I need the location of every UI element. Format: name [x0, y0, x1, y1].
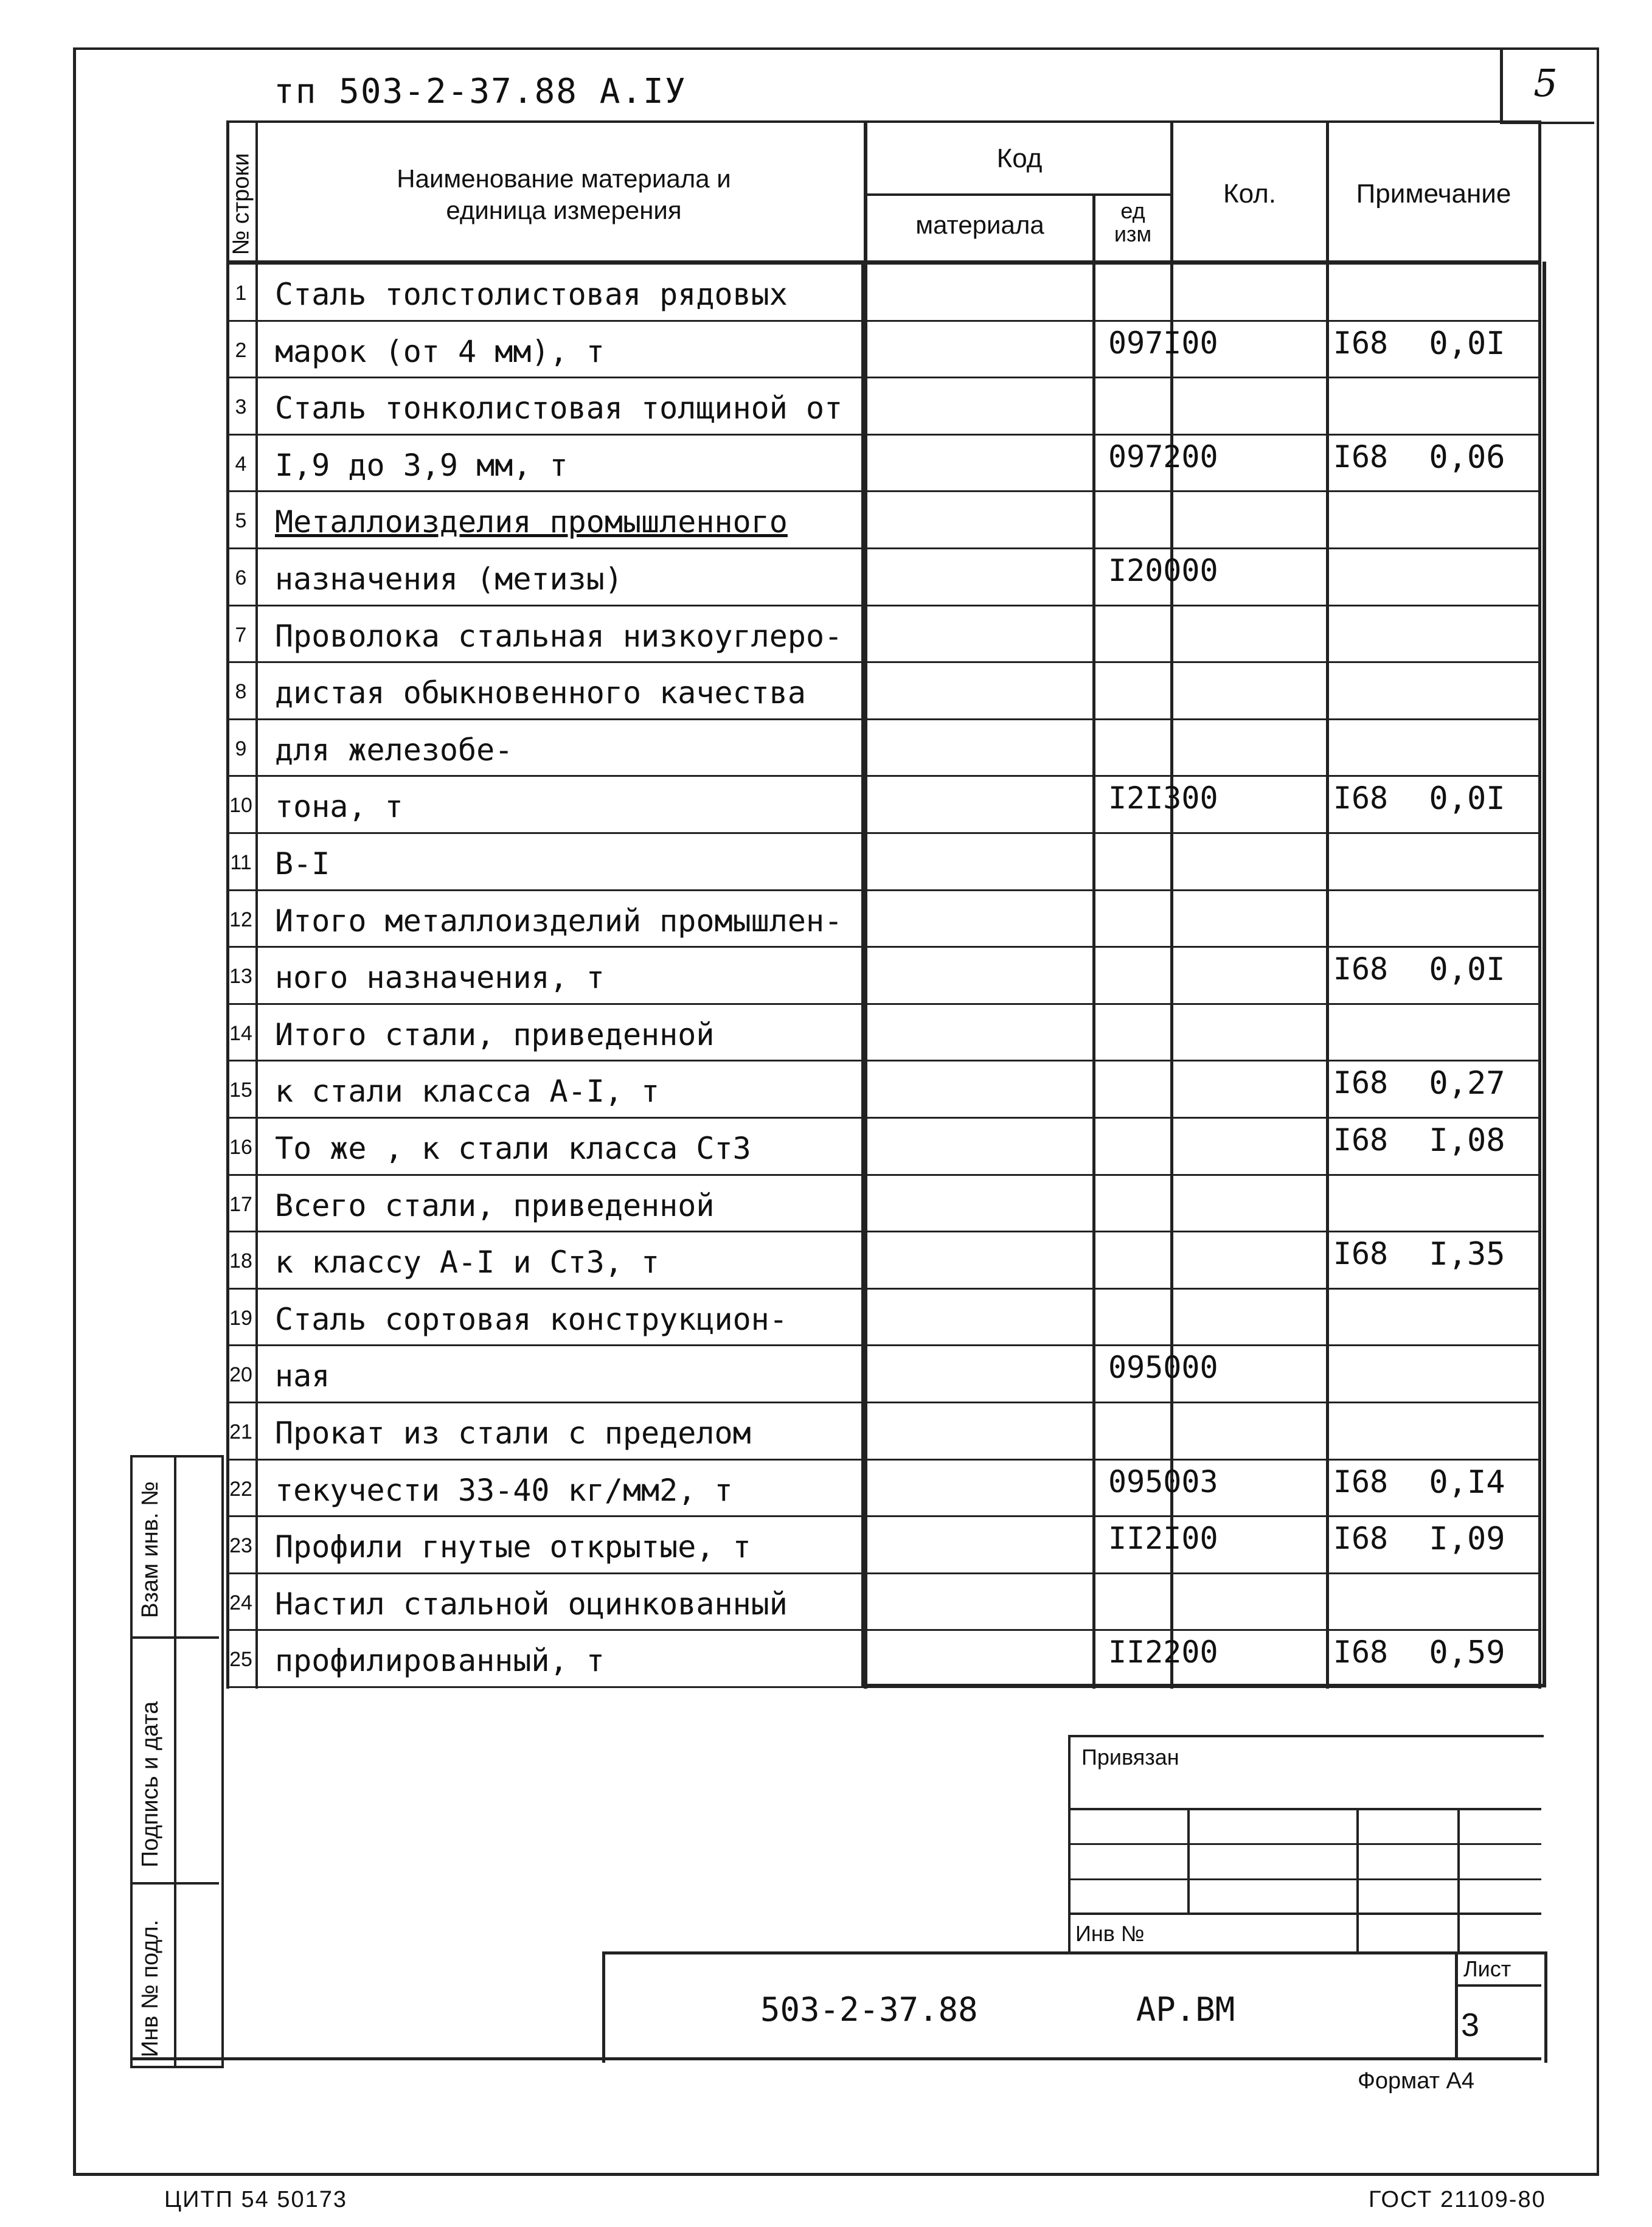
row-number: 4 — [235, 452, 247, 476]
list-label: Лист — [1463, 1956, 1511, 1981]
material-code: 097200 — [1108, 439, 1218, 474]
unit-code: I68 — [1333, 1122, 1389, 1158]
header-code-unit-1: ед — [1120, 198, 1145, 223]
material-name: Итого металлоизделий промышлен- — [275, 903, 843, 939]
header-code-unit-2: изм — [1114, 221, 1152, 246]
privyazan-line3 — [1068, 1878, 1541, 1880]
row-number: 20 — [229, 1363, 252, 1387]
row-number: 1 — [235, 282, 247, 305]
side-strip-divider — [174, 1455, 176, 2066]
row-number: 25 — [229, 1648, 252, 1672]
quantity: I,35 — [1429, 1236, 1505, 1273]
row-number: 6 — [235, 566, 247, 589]
material-code: II2200 — [1108, 1635, 1218, 1670]
sheet-number: 3 — [1461, 2007, 1480, 2043]
quantity: 0,06 — [1429, 439, 1505, 476]
row-number: 13 — [229, 965, 252, 988]
row-number: 14 — [229, 1021, 252, 1045]
material-name: Прокат из стали с пределом — [275, 1416, 751, 1451]
side-label-inv: Инв № подл. — [137, 1919, 163, 2057]
quantity: 0,27 — [1429, 1065, 1505, 1102]
side-label-vzam: Взам инв. № — [137, 1481, 163, 1618]
quantity: 0,0I — [1429, 780, 1505, 818]
unit-code: I68 — [1333, 439, 1389, 474]
material-name: Металлоизделия промышленного — [275, 504, 788, 540]
unit-code: I68 — [1333, 951, 1389, 987]
row-number: 3 — [235, 395, 247, 419]
row-number: 22 — [229, 1477, 252, 1501]
privyazan-col1 — [1187, 1808, 1190, 1914]
material-name: к стали класса А-I, т — [275, 1074, 660, 1110]
title-block-sheet-line — [1455, 1984, 1541, 1987]
unit-code: I68 — [1333, 1635, 1389, 1670]
material-name: ного назначения, т — [275, 960, 605, 996]
row-number: 7 — [235, 623, 247, 647]
row-number: 11 — [230, 851, 252, 874]
material-name: назначения (метизы) — [275, 561, 623, 597]
header-code: Код — [996, 144, 1043, 173]
footer-right: ГОСТ 21109-80 — [1369, 2187, 1546, 2212]
thick-frame — [861, 262, 1546, 1687]
material-code: I2I300 — [1108, 780, 1218, 816]
row-number: 16 — [229, 1136, 252, 1159]
privyazan-col3 — [1457, 1808, 1460, 1951]
header-note: Примечание — [1356, 179, 1511, 209]
unit-code: I68 — [1333, 780, 1389, 816]
material-name: То же , к стали класса Ст3 — [275, 1131, 751, 1166]
row-number: 2 — [235, 338, 247, 362]
row-number: 10 — [229, 794, 252, 818]
page-number: 5 — [1533, 61, 1558, 105]
material-code: I20000 — [1108, 553, 1218, 588]
side-label-podpis: Подпись и дата — [137, 1701, 163, 1867]
quantity: 0,59 — [1429, 1635, 1505, 1672]
quantity: I,08 — [1429, 1122, 1505, 1159]
material-name: марок (от 4 мм), т — [275, 333, 605, 369]
row-number: 19 — [229, 1306, 252, 1330]
row-number: 15 — [229, 1079, 252, 1102]
quantity: 0,0I — [1429, 325, 1505, 362]
material-name: тона, т — [275, 789, 403, 825]
row-number: 18 — [229, 1249, 252, 1273]
inv-number-label: Инв № — [1075, 1921, 1145, 1946]
quantity: 0,I4 — [1429, 1464, 1505, 1501]
unit-code: I68 — [1333, 325, 1389, 361]
row-number: 8 — [235, 680, 247, 704]
material-name: Проволока стальная низкоуглеро- — [275, 618, 843, 654]
privyazan-line4 — [1068, 1913, 1541, 1915]
document-code: 503-2-37.88 АР.ВМ — [760, 1990, 1235, 2029]
material-name: к классу А-I и Ст3, т — [275, 1245, 660, 1280]
row-number: 24 — [229, 1591, 252, 1614]
header-quantity: Кол. — [1223, 179, 1277, 209]
material-name: Профили гнутые открытые, т — [275, 1529, 751, 1565]
material-name: для железобе- — [275, 732, 513, 768]
material-code: 097I00 — [1108, 325, 1218, 361]
unit-code: I68 — [1333, 1521, 1389, 1557]
document-reference: тп 503-2-37.88 А.IУ — [274, 72, 687, 111]
format-label: Формат А4 — [1358, 2068, 1475, 2094]
unit-code: I68 — [1333, 1065, 1389, 1101]
material-code: 095000 — [1108, 1350, 1218, 1386]
material-name: профилированный, т — [275, 1643, 605, 1679]
quantity: 0,0I — [1429, 951, 1505, 988]
material-code: II2I00 — [1108, 1521, 1218, 1557]
header-name-line2: единица измерения — [446, 196, 682, 224]
side-strip-line2 — [130, 1882, 219, 1885]
material-name: Всего стали, приведенной — [275, 1187, 715, 1223]
row-number: 21 — [229, 1420, 252, 1444]
material-name: дистая обыкновенного качества — [275, 675, 806, 711]
privyazan-label: Привязан — [1081, 1745, 1179, 1770]
material-name: Сталь толстолистовая рядовых — [275, 277, 788, 312]
material-name: Сталь сортовая конструкцион- — [275, 1301, 788, 1337]
footer-left: ЦИТП 54 50173 — [164, 2187, 347, 2212]
material-name: Сталь тонколистовая толщиной от — [275, 391, 843, 426]
title-block-sheet-divider — [1455, 1951, 1458, 2060]
side-strip-line1 — [130, 1636, 219, 1639]
privyazan-line2 — [1068, 1843, 1541, 1845]
material-name: Итого стали, приведенной — [275, 1016, 715, 1052]
material-name: Настил стальной оцинкованный — [275, 1586, 788, 1622]
unit-code: I68 — [1333, 1236, 1389, 1272]
quantity: I,09 — [1429, 1521, 1505, 1558]
row-number: 17 — [229, 1192, 252, 1216]
privyazan-col2 — [1356, 1808, 1359, 1951]
unit-code: I68 — [1333, 1464, 1389, 1499]
header-name-line1: Наименование материала и — [397, 164, 731, 193]
material-name: I,9 до 3,9 мм, т — [275, 447, 568, 483]
row-number: 12 — [229, 908, 252, 931]
row-number: 5 — [235, 509, 247, 533]
material-code: 095003 — [1108, 1464, 1218, 1499]
material-name: текучести 33-40 кг/мм2, т — [275, 1472, 733, 1508]
row-number: 9 — [235, 737, 247, 760]
header-code-material: материала — [915, 210, 1044, 239]
material-name: ная — [275, 1358, 330, 1394]
privyazan-line1 — [1068, 1808, 1541, 1810]
row-number: 23 — [229, 1534, 252, 1558]
header-row-number: № строки — [228, 153, 254, 255]
material-name: В-I — [275, 846, 330, 881]
